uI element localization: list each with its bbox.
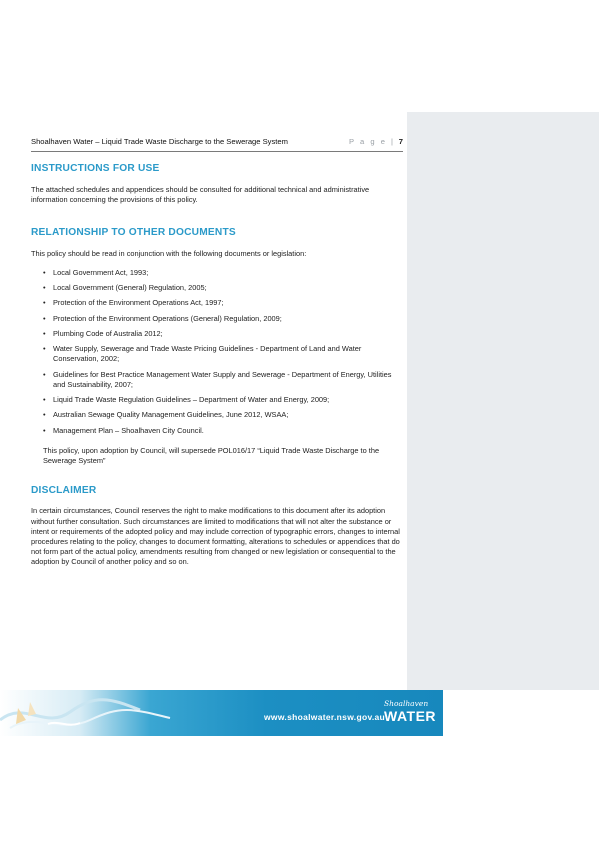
list-item-text: Protection of the Environment Operations Act, 1997; bbox=[53, 298, 224, 308]
list-item-text: Water Supply, Sewerage and Trade Waste Pricing Guidelines - Department of Land and Water Conservation, 2002; bbox=[53, 344, 362, 364]
relationship-intro: This policy should be read in conjunction with the following documents or legislation: bbox=[31, 249, 307, 259]
bullet-icon: • bbox=[43, 369, 46, 379]
shoalhaven-water-logo bbox=[380, 697, 438, 733]
list-item-text: Australian Sewage Quality Management Guidelines, June 2012, WSAA; bbox=[53, 410, 289, 420]
bullet-icon: • bbox=[43, 410, 46, 420]
list-item-text: Liquid Trade Waste Regulation Guidelines – Department of Water and Energy, 2009; bbox=[53, 395, 330, 405]
bullet-icon: • bbox=[43, 328, 46, 338]
section-disclaimer bbox=[31, 485, 401, 567]
bullet-icon: • bbox=[43, 298, 46, 308]
bullet-icon: • bbox=[43, 282, 46, 292]
instructions-heading: INSTRUCTIONS FOR USE bbox=[31, 163, 160, 174]
logo-script-text: Shoalhaven bbox=[384, 699, 429, 708]
list-item bbox=[43, 410, 401, 420]
footer-banner bbox=[0, 690, 443, 736]
page-header bbox=[31, 137, 403, 151]
list-item bbox=[43, 370, 401, 390]
bullet-icon: • bbox=[43, 425, 46, 435]
logo-word-text: WATER bbox=[384, 708, 437, 724]
list-item bbox=[43, 283, 401, 293]
instructions-body: The attached schedules and appendices should be consulted for additional technical and administrative information concerning the provisions of this policy. bbox=[31, 185, 370, 205]
list-item-text: Protection of the Environment Operations (General) Regulation, 2009; bbox=[53, 313, 282, 323]
list-item bbox=[43, 298, 401, 308]
list-item-text: Local Government (General) Regulation, 2005; bbox=[53, 282, 207, 292]
bullet-icon: • bbox=[43, 395, 46, 405]
bullet-icon: • bbox=[43, 267, 46, 277]
bullet-icon: • bbox=[43, 344, 46, 354]
section-relationship bbox=[31, 227, 401, 466]
header-title: Shoalhaven Water – Liquid Trade Waste Discharge to the Sewerage System bbox=[31, 137, 288, 146]
list-item-text: Management Plan – Shoalhaven City Council. bbox=[53, 425, 204, 435]
header-page-label: P a g e | bbox=[348, 137, 395, 146]
list-item bbox=[43, 268, 401, 278]
footer-website-link[interactable]: www.shoalwater.nsw.gov.au bbox=[264, 712, 386, 722]
section-instructions bbox=[31, 163, 401, 205]
supersede-note: This policy, upon adoption by Council, will supersede POL016/17 “Liquid Trade Waste Discharge to the Sewerage System” bbox=[43, 445, 380, 466]
legislation-list bbox=[31, 268, 401, 436]
list-item-text: Plumbing Code of Australia 2012; bbox=[53, 328, 163, 338]
disclaimer-body: In certain circumstances, Council reserves the right to make modifications to this document after its adoption without further consultation. Such circumstances are limited to modifications that will not alter the substance or intent or requirements of the adopted policy and may include correction of typographic errors, changes to internal procedures relating to the policy, changes to document formatting, alterations to schedules or appendices that do not form part of the actual policy, amendments resulting from changed or new legislation or consequential to the adoption by Council of another policy and so on. bbox=[31, 506, 400, 567]
list-item bbox=[43, 344, 401, 364]
list-item bbox=[43, 395, 401, 405]
document-body bbox=[31, 163, 401, 568]
list-item bbox=[43, 329, 401, 339]
header-page-number: 7 bbox=[398, 137, 403, 146]
list-item-text: Local Government Act, 1993; bbox=[53, 267, 149, 277]
list-item bbox=[43, 426, 401, 436]
relationship-heading: RELATIONSHIP TO OTHER DOCUMENTS bbox=[31, 227, 236, 239]
list-item bbox=[43, 314, 401, 324]
margin-comment-band bbox=[407, 112, 599, 690]
list-item-text: Guidelines for Best Practice Management Water Supply and Sewerage - Department of Energy, Utilities and Sustainability, 2007; bbox=[53, 369, 392, 389]
header-divider bbox=[31, 151, 403, 152]
bullet-icon: • bbox=[43, 313, 46, 323]
disclaimer-heading: DISCLAIMER bbox=[31, 485, 97, 497]
